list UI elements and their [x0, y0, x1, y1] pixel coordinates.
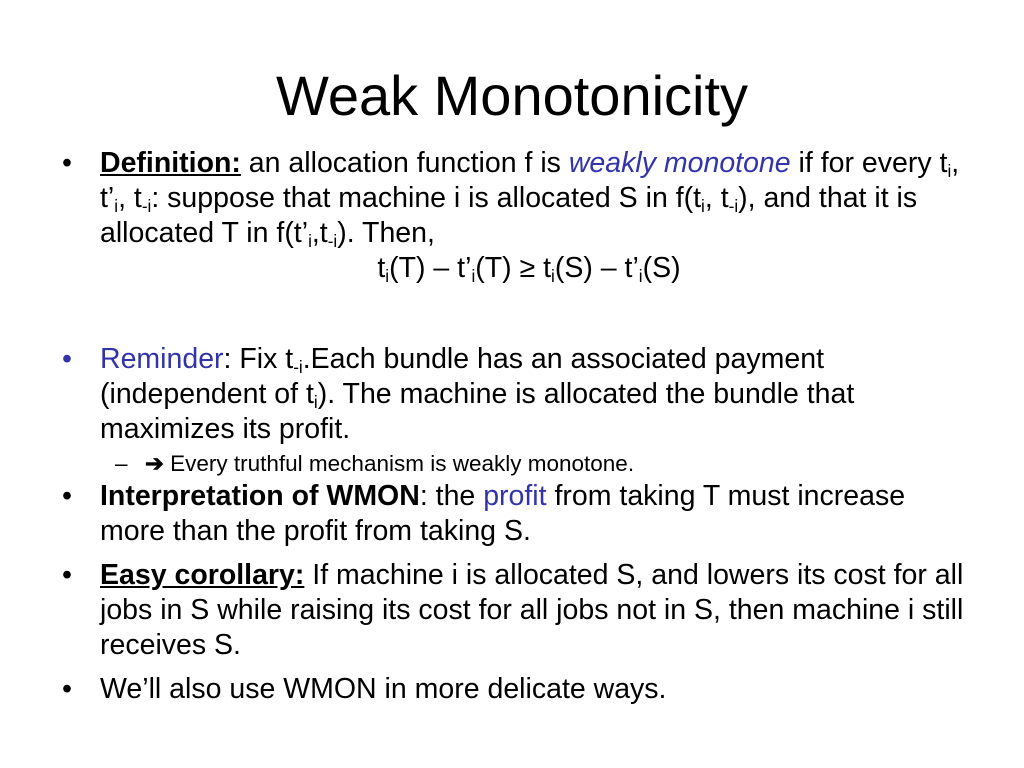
subscript: i	[701, 196, 705, 216]
bullet-dot: •	[62, 559, 72, 591]
subscript: i	[114, 196, 119, 216]
definition-text: , t	[704, 182, 729, 214]
bullet-interpretation	[62, 479, 972, 549]
bullet-dot: •	[62, 147, 72, 179]
subscript: i	[551, 266, 555, 286]
reminder-text: .Each bundle has an associated payment (independent of t	[100, 343, 824, 410]
definition-text: if for every t	[790, 147, 948, 179]
subscript: -i	[327, 231, 338, 251]
sub-bullet-truthful	[62, 449, 972, 479]
definition-text: ). Then,	[337, 217, 435, 249]
subscript: i	[313, 392, 318, 412]
formula-text: (S) – t’	[554, 252, 639, 284]
reminder-label: Reminder	[100, 343, 224, 375]
formula-text: (S)	[642, 252, 681, 284]
subscript: -i	[728, 196, 739, 216]
subscript: i	[638, 266, 643, 286]
sub-bullet-text: Every truthful mechanism is weakly monotone.	[170, 451, 635, 476]
bullet-dot: •	[62, 343, 72, 375]
corollary-text: If machine i is allocated S, and lowers its cost for all jobs in S while raising its cost for all jobs not in S, then machine i still receives S.	[100, 559, 964, 661]
subscript: i	[947, 161, 952, 181]
interpretation-term: profit	[483, 480, 547, 512]
definition-label: Definition:	[100, 147, 241, 179]
subscript: i	[385, 266, 390, 286]
arrow-right-icon: ➔	[145, 451, 164, 476]
interpretation-label: Interpretation of WMON	[100, 480, 420, 512]
reminder-text: : Fix t	[223, 343, 294, 375]
reminder-text: ). The machine is allocated the bundle that maximizes its profit.	[100, 378, 855, 445]
bullet-dot: •	[62, 673, 72, 705]
subscript: -i	[141, 196, 152, 216]
definition-text: , t	[118, 182, 142, 214]
interpretation-text: : the	[419, 480, 484, 512]
subscript: i	[308, 231, 312, 251]
wmon-formula	[100, 251, 972, 286]
bullet-wmon-usage	[62, 672, 972, 707]
subscript: i	[471, 266, 476, 286]
formula-symbol: t	[377, 252, 386, 284]
corollary-label: Easy corollary:	[100, 559, 305, 591]
bullet-reminder	[62, 342, 972, 447]
interpretation-text: from taking T must increase more than the profit from taking S.	[100, 480, 906, 547]
formula-text: (T) – t’	[389, 252, 472, 284]
definition-term: weakly monotone	[568, 147, 791, 179]
sub-bullet-dash: –	[115, 451, 128, 476]
bullet-definition	[62, 146, 972, 286]
definition-text: ), and that it is allocated T in f(t’	[100, 182, 918, 249]
wmon-usage-text: We’ll also use WMON in more delicate ways.	[100, 673, 667, 705]
definition-text: , t’	[100, 147, 960, 214]
slide-title: Weak Monotonicity	[275, 64, 749, 127]
subscript: -i	[293, 357, 303, 377]
bullet-dot: •	[62, 480, 72, 512]
formula-text: (T) ≥ t	[475, 252, 552, 284]
definition-text: an allocation function f is	[240, 147, 569, 179]
bullet-corollary	[62, 558, 972, 663]
bullet-list	[62, 146, 972, 707]
definition-text: ,t	[311, 217, 328, 249]
definition-text: : suppose that machine i is allocated S in f(t	[151, 182, 702, 214]
